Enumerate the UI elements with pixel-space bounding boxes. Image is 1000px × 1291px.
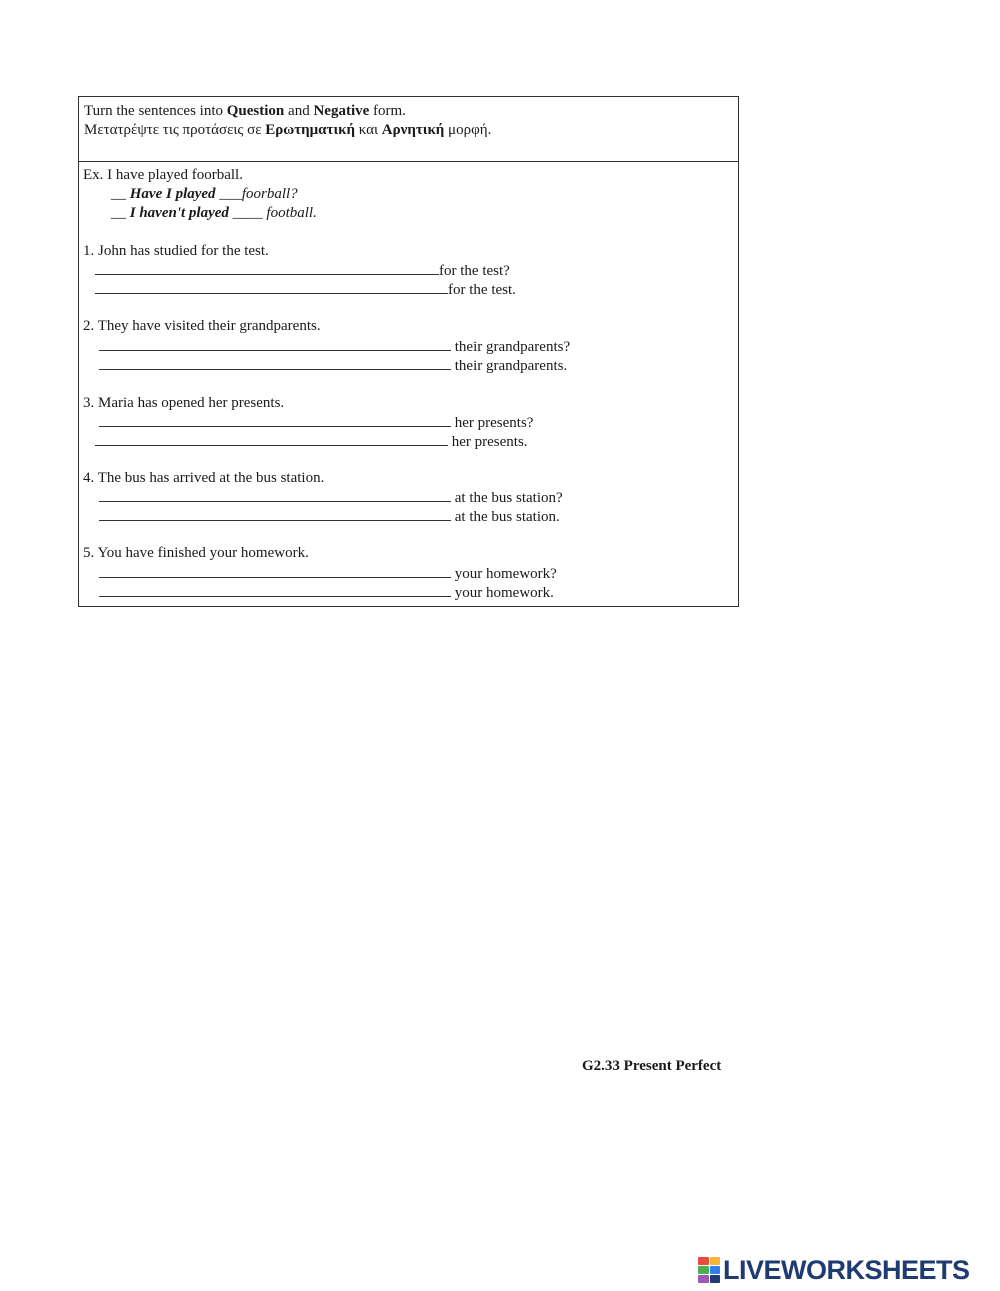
question-ending: your homework? [451, 566, 557, 582]
instruction-bold: Question [226, 103, 285, 119]
negative-ending: their grandparents. [451, 358, 568, 374]
item-3-negative-row [95, 432, 528, 451]
logo-block [698, 1266, 709, 1274]
instruction-greek [84, 121, 491, 139]
item-2-negative-row [99, 356, 567, 375]
item-5-question-row [99, 564, 557, 583]
instruction-text: και [354, 122, 382, 138]
answer-blank-input[interactable] [99, 337, 451, 351]
answer-blank-input[interactable] [95, 432, 448, 446]
logo-blocks-icon [698, 1257, 720, 1283]
example-blank: ____ [228, 205, 267, 221]
item-2-question-row [99, 337, 570, 356]
logo-block [698, 1275, 709, 1283]
negative-ending: for the test. [448, 282, 516, 298]
example-suffix: foorball? [241, 186, 298, 202]
example-negative [111, 204, 317, 222]
example-blank: ___ [215, 186, 242, 202]
logo-block [710, 1266, 721, 1274]
item-1-negative-row [95, 280, 516, 299]
liveworksheets-logo [698, 1255, 970, 1285]
example-answer: I haven't played [129, 205, 229, 221]
worksheet-code: G2.33 Present Perfect [582, 1058, 722, 1074]
logo-block [710, 1257, 721, 1265]
item-5-negative-row [99, 583, 554, 602]
instruction-text: μορφή. [444, 122, 492, 138]
question-ending: at the bus station? [451, 490, 563, 506]
answer-blank-input[interactable] [95, 280, 448, 294]
instruction-text: and [284, 103, 314, 119]
item-1-question-row [95, 261, 510, 280]
question-ending: for the test? [439, 263, 510, 279]
answer-blank-input[interactable] [99, 356, 451, 370]
logo-block [710, 1275, 721, 1283]
instruction-text: Μετατρέψτε τις προτάσεις σε [84, 122, 266, 138]
item-4-sentence: 4. The bus has arrived at the bus station. [83, 470, 325, 486]
negative-ending: at the bus station. [451, 509, 560, 525]
instruction-bold: Negative [313, 103, 370, 119]
answer-blank-input[interactable] [99, 583, 451, 597]
example-sentence: Ex. I have played foorball. [83, 167, 243, 183]
logo-block [698, 1257, 709, 1265]
answer-blank-input[interactable] [99, 413, 451, 427]
item-4-negative-row [99, 507, 560, 526]
question-ending: her presents? [451, 415, 534, 431]
instructions-box [79, 97, 738, 162]
answer-blank-input[interactable] [99, 488, 451, 502]
example-prefix: __ [111, 186, 130, 202]
item-3-sentence: 3. Maria has opened her presents. [83, 395, 285, 411]
item-5-sentence: 5. You have finished your homework. [83, 545, 309, 561]
answer-blank-input[interactable] [95, 261, 439, 275]
instruction-text: Turn the sentences into [84, 103, 227, 119]
example-answer: Have I played [129, 186, 216, 202]
item-2-sentence: 2. They have visited their grandparents. [83, 318, 321, 334]
item-1-sentence: 1. John has studied for the test. [83, 243, 269, 259]
example-suffix: football. [266, 205, 317, 221]
negative-ending: your homework. [451, 585, 554, 601]
negative-ending: her presents. [448, 434, 528, 450]
instruction-bold: Ερωτηματική [265, 122, 355, 138]
instruction-bold: Αρνητική [381, 122, 445, 138]
item-3-question-row [99, 413, 533, 432]
logo-text: LIVEWORKSHEETS [723, 1254, 970, 1285]
question-ending: their grandparents? [451, 339, 571, 355]
item-4-question-row [99, 488, 563, 507]
instruction-english [84, 102, 406, 120]
answer-blank-input[interactable] [99, 564, 451, 578]
example-question [111, 185, 298, 203]
worksheet-box [78, 96, 739, 607]
instruction-text: form. [369, 103, 406, 119]
answer-blank-input[interactable] [99, 507, 451, 521]
example-prefix: __ [111, 205, 130, 221]
